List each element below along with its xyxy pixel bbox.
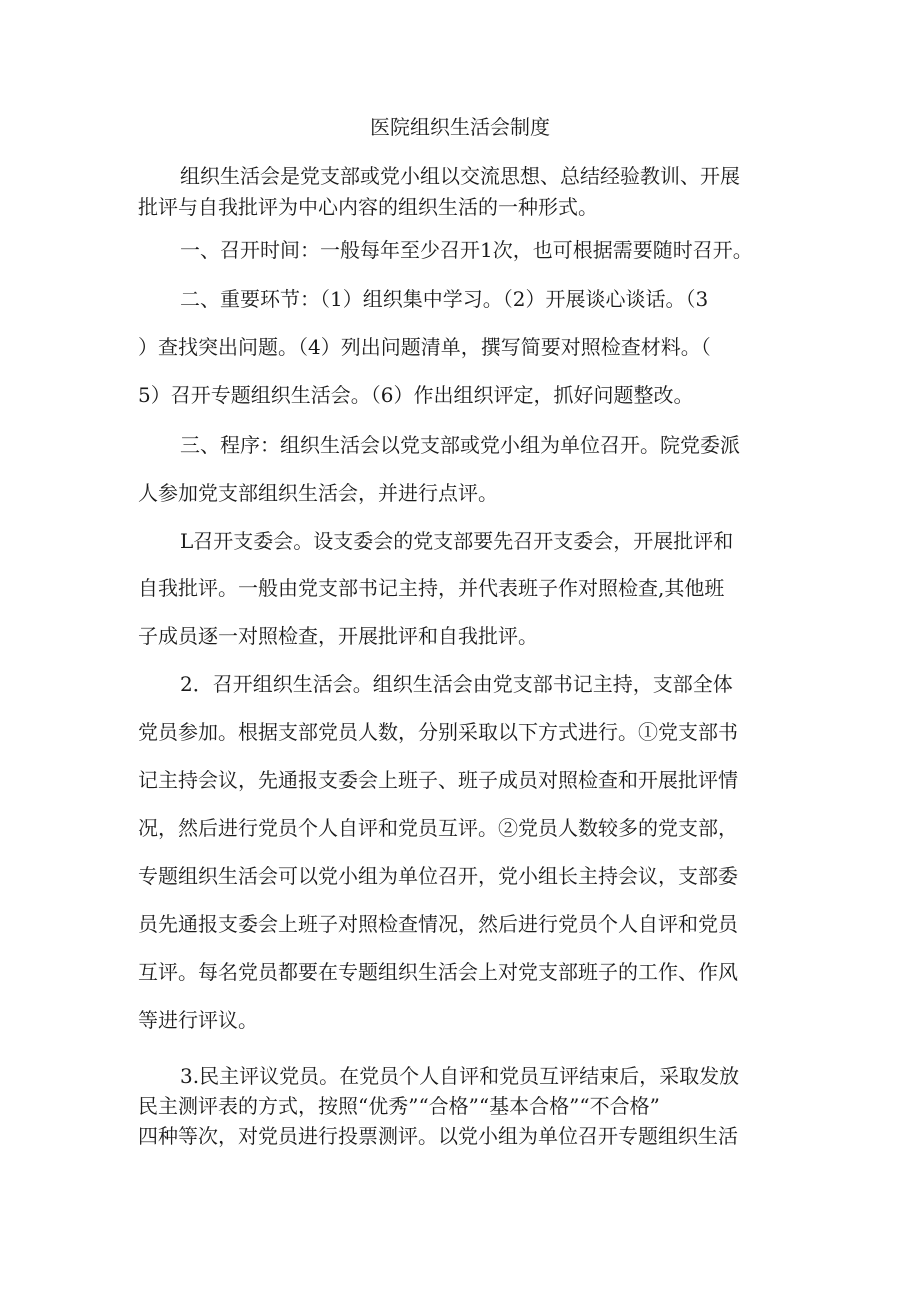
paragraph-6-line-1: 2．召开组织生活会。组织生活会由党支部书记主持，支部全体 xyxy=(180,672,733,696)
paragraph-5-line-3: 子成员逐一对照检查，开展批评和自我批评。 xyxy=(138,624,538,648)
paragraph-4-line-1: 三、程序：组织生活会以党支部或党小组为单位召开。院党委派 xyxy=(180,433,740,457)
paragraph-6-line-6: 员先通报支委会上班子对照检查情况，然后进行党员个人自评和党员 xyxy=(138,912,738,936)
paragraph-5-line-2: 自我批评。一般由党支部书记主持，并代表班子作对照检查,其他班 xyxy=(138,576,725,600)
paragraph-4-line-2: 人参加党支部组织生活会，并进行点评。 xyxy=(138,481,498,505)
paragraph-3-line-3: 5）召开专题组织生活会。（6）作出组织评定，抓好问题整改。 xyxy=(138,383,694,407)
paragraph-6-line-8: 等进行评议。 xyxy=(138,1008,258,1032)
paragraph-7-line-1: 3.民主评议党员。在党员个人自评和党员互评结束后，采取发放 xyxy=(180,1064,740,1088)
paragraph-7-line-3: 四种等次，对党员进行投票测评。以党小组为单位召开专题组织生活 xyxy=(138,1124,738,1148)
paragraph-6-line-7: 互评。每名党员都要在专题组织生活会上对党支部班子的工作、作风 xyxy=(138,960,738,984)
paragraph-6-line-4: 况，然后进行党员个人自评和党员互评。②党员人数较多的党支部， xyxy=(138,816,738,840)
paragraph-6-line-3: 记主持会议，先通报支委会上班子、班子成员对照检查和开展批评情 xyxy=(138,768,738,792)
paragraph-1-line-1: 组织生活会是党支部或党小组以交流思想、总结经验教训、开展 xyxy=(180,164,740,188)
document-title: 医院组织生活会制度 xyxy=(370,115,550,139)
paragraph-3-line-2: ）查找突出问题。（4）列出问题清单，撰写简要对照检查材料。（ xyxy=(138,335,711,359)
paragraph-3-line-1: 二、重要环节：（1）组织集中学习。（2）开展谈心谈话。（3 xyxy=(180,287,709,311)
paragraph-5-line-1: L召开支委会。设支委会的党支部要先召开支委会，开展批评和 xyxy=(180,529,734,553)
paragraph-6-line-2: 党员参加。根据支部党员人数，分别采取以下方式进行。①党支部书 xyxy=(138,720,738,744)
paragraph-7-line-2: 民主测评表的方式，按照“优秀”“合格”“基本合格”“不合格” xyxy=(138,1094,660,1118)
paragraph-2-line-1: 一、召开时间：一般每年至少召开1次，也可根据需要随时召开。 xyxy=(180,238,753,262)
paragraph-6-line-5: 专题组织生活会可以党小组为单位召开，党小组长主持会议，支部委 xyxy=(138,864,738,888)
paragraph-1-line-2: 批评与自我批评为中心内容的组织生活的一种形式。 xyxy=(138,195,598,219)
